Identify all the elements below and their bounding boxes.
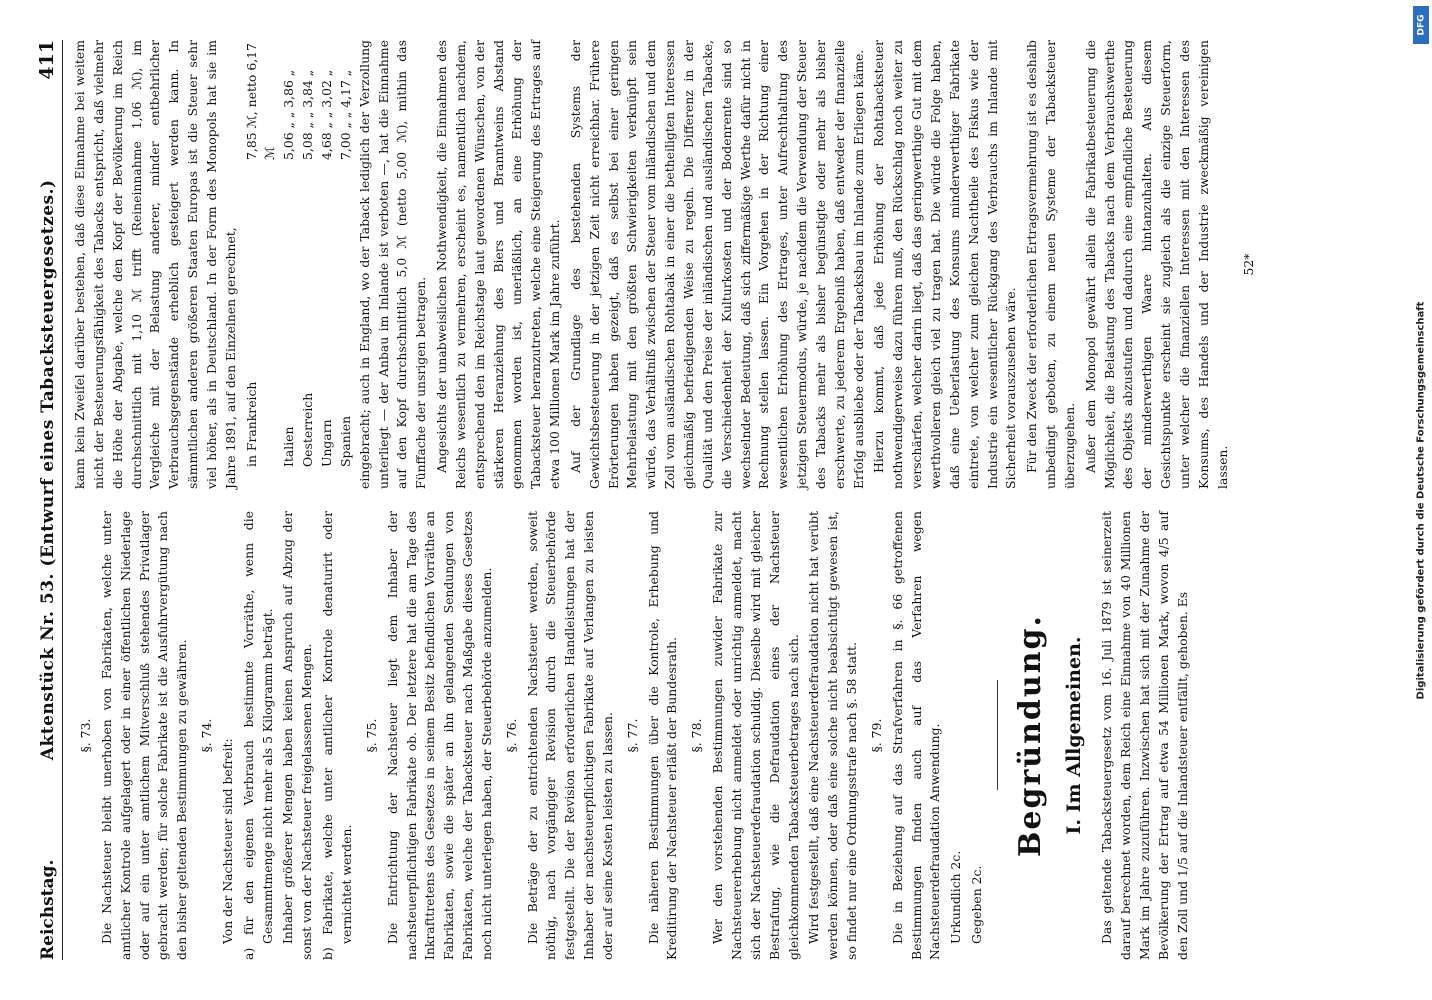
left-column [71, 511, 1259, 960]
section-78-heading: §. 78. [689, 718, 705, 753]
page-number: 411 [36, 40, 58, 80]
section-74-item-a: a) für den eigenen Verbrauch bestimmte Vorräthe, wenn die Gesammtmenge nicht mehr als 5 Kilogramm beträgt. [240, 511, 275, 960]
country-name: Italien [281, 426, 297, 467]
section-79-urkundlich: Urkundlich 2c. [948, 850, 964, 944]
section-74-heading: §. 74. [199, 718, 215, 753]
section-76-text: Die Beträge der zu entrichtenden Nachsteuer werden, soweit nöthig, nach vorgängiger Revision durch die Steuerbehörde festgestellt. Die der Revision erforderlichen Handleistungen hat der Inhaber der nachsteuerpflichtigen Fabrikate auf Verlangen zu leisten oder auf seine Kosten leisten zu lassen. [524, 511, 615, 960]
dfg-logo-icon [1413, 6, 1429, 44]
section-75-heading: §. 75. [363, 718, 379, 753]
right-paragraph-2: eingebracht; auch in England, wo der Taback lediglich der Verzollung unterliegt — der Anbau im Inlande ist verboten —, hat die Einnahme auf den Kopf durchschnittlich 5,0 ℳ (netto 5,00 ℳ), mithin das Fünffache der unsrigen betragen. [356, 40, 429, 489]
page-content [36, 40, 1396, 960]
general-subheading: I. Im Allgemeinen. [1062, 636, 1085, 835]
section-78-text: Wer den vorstehenden Bestimmungen zuwider Fabrikate zur Nachsteuererhebung nicht anmeldet oder unrichtig anmeldet, macht sich der Nachsteuerdefraudation schuldig. Dieselbe wird mit gleicher Bestrafung, wie die Defraudation eines der Nachsteuer gleichkommenden Tabacksteuerbetrages nach sich. [710, 511, 801, 960]
country-tax-table [243, 40, 356, 489]
table-row [243, 40, 281, 489]
country-name: Spanien [337, 415, 353, 467]
section-78-text-2: Wird festgestellt, daß eine Nachsteuerdefraudation nicht hat verübt werden können, oder daß eine solche nicht beabsichtigt gewesen ist, so findet nur eine Ordnungsstrafe nach §. 58 statt. [806, 511, 860, 960]
table-row [318, 40, 337, 489]
right-paragraph-3: Angesichts der unabweislichen Nothwendigkeit, die Einnahmen des Reichs wesentlich zu vermehren, erscheint es, namentlich nachdem, entsprechend den im Reichstage laut gewordenen Wünschen, von der stärkeren Heranziehung des Biers und Branntweins Abstand genommen worden ist, unerläßlich, an eine Erhöhung der Tabacksteuer heranzutreten, welche eine Steigerung des Ertrages auf etwa 100 Millionen Mark im Jahre zuführt. [434, 40, 563, 489]
section-77-text: Die näheren Bestimmungen über die Kontrole, Erhebung und Kreditirung der Nachsteuer erläßt der Bundesrath. [645, 511, 680, 960]
section-75-text: Die Entrichtung der Nachsteuer liegt dem Inhaber der nachsteuerpflichtigen Fabrikate ob. Der letztere hat die am Tage des Inkrafttretens des Gesetzes in seinem Besitz befindlichen Vorräthe an Fabrikaten, sowie die später an ihn gelangenden Sendungen von Fabrikaten, welche der Tabacksteuer nach Maßgabe dieses Gesetzes noch nicht unterlegen haben, der Steuerbehörde anzumelden. [384, 511, 494, 960]
section-79-gegeben: Gegeben 2c. [969, 865, 985, 944]
section-76-heading: §. 76. [503, 718, 519, 753]
page-header [36, 40, 63, 960]
country-value: 5,08 „ „ 3,84 „ [300, 69, 316, 160]
country-value: 7,00 „ „ 4,17 „ [337, 69, 353, 160]
section-79-text: Die in Beziehung auf das Strafverfahren in §. 66 getroffenen Bestimmungen finden auch auf das Verfahren wegen Nachsteuerdefraudation Anwendung. [889, 511, 943, 960]
right-column [71, 40, 1259, 489]
text-columns [71, 40, 1259, 960]
table-row [337, 40, 356, 489]
table-row [299, 40, 318, 489]
section-79-heading: §. 79. [868, 718, 884, 753]
digitization-caption-text: Digitalisierung gefördert durch die Deutsche Forschungsgemeinschaft [1415, 301, 1427, 699]
country-value: 7,85 ℳ, netto 6,17 ℳ [243, 43, 278, 160]
section-73-text: Die Nachsteuer bleibt unerhoben von Fabrikaten, welche unter amtlicher Kontrole aufgelagert oder in einer öffentlichen Niederlage oder auf ein unter amtlichem Mitverschluß stehendes Privatlager gebracht werden; für solche Fabrikate ist die Ausfuhrvergütung nach den bisher geltenden Bestimmungen zu gewähren. [98, 511, 190, 960]
country-value: 4,68 „ „ 3,02 „ [318, 69, 334, 160]
right-paragraph-4: Auf der Grundlage des bestehenden Systems der Gewichtsbesteuerung in der jetzigen Zeit nicht erreichbar. Frühere Erörterungen haben gezeigt, daß es selbst bei einer geringen Mehrbelastung mit den größten Schwierigkeiten verknüpft sein würde, das Verhältniß zwischen der Steuer vom inländischen und dem Zoll vom ausländischen Rohtabak in einer die betheiligten Interessen gleichmäßig befriedigenden Weise zu regeln. Die Differenz in der Qualität und den Preise der inländischen und ausländischen Tabacke, die Verschiedenheit der Kulturkosten und der Bodenrente sind so wechselnder Bedeutung, daß sich ziffermäßige Werthe dafür nicht in Rechnung stellen lassen. Ein Vorgehen in der Richtung einer wesentlichen Erhöhung des Ertrages, unter Aufrechthaltung des jetzigen Steuermodus, würde, je nachdem die Verwendung der Steuer des Tabacks mehr als bisher begünstigte oder mehr als bisher erschwerte, zu jederem Ergebniß haben, daß entweder der finanzielle Erfolg ausbliebe oder der Tabacksbau im Inlande zum Erliegen käme. [567, 40, 866, 489]
section-74-intro: Von der Nachsteuer sind befreit: [219, 738, 235, 944]
sheet-signature: 52* [1241, 253, 1257, 276]
header-title: Aktenstück Nr. 53. (Entwurf eines Tabacksteuergesetzes.) [38, 179, 58, 761]
section-73-heading: §. 73. [78, 718, 93, 753]
country-name: in Frankreich [243, 381, 259, 467]
right-paragraph-7: Außer dem Monopol gewährt allein die Fabrikatbesteuerung die Möglichkeit, die Belastung des Tabacks nach dem Verbrauchswerthe des Objekts abzustufen und dadurch eine empfindliche Besteuerung der minderwerthigen Waare hintanzuhalten. Aus diesem Gesichtspunkte erscheint sie zugleich als die einzige Steuerform, unter welcher die finanziellen Interessen mit den Interessen des Konsums, des Handels und der Industrie zweckmäßig vereinigen lassen. [1082, 40, 1230, 489]
divider-line [997, 681, 998, 791]
country-name: Ungarn [318, 419, 334, 467]
section-74-item-b: b) Fabrikate, welche unter amtlicher Kontrole denaturirt oder vernichtet werden. [320, 511, 354, 960]
justification-intro-text: Das geltende Tabacksteuergesetz vom 16. Juli 1879 ist seinerzeit darauf berechnet worden, dem Reich eine Einnahme von 40 Millionen Mark im Jahre zuzuführen. Inzwischen hat sich mit der Zunahme der Bevölkerung der Ertrag auf etwa 54 Millionen Mark, wovon 4/5 auf den Zoll und 1/5 auf die Inlandsteuer entfällt, gehoben. Es [1099, 511, 1190, 960]
right-paragraph-6: Für den Zweck der erforderlichen Ertragsvermehrung ist es deshalb unbedingt geboten, zu einem neuen Systeme der Tabacksteuer überzugehen. [1024, 40, 1077, 489]
right-paragraph-5: Hierzu kommt, daß jede Erhöhung der Rohtabacksteuer nothwendigerweise dazu führen muß, den Rückschlag noch weiter zu verschärfen, welcher darin liegt, daß das geringwerthige Gut mit dem werthvolleren gleich viel zu tragen hat. Die würde die Folge haben, daß eine Ueberlastung des Konsums minderwerthiger Fabrikate eintrete, von welcher zum gleichen Nachtheile des Fiskus wie der Industrie ein wesentlicher Rückgang des Verbrauchs im Inlande mit Sicherheit vorauszusehen wäre. [871, 40, 1019, 489]
header-left: Reichstag. [38, 859, 58, 960]
country-value: 5,06 „ „ 3,86 „ [281, 69, 297, 160]
right-paragraph-1: kann kein Zweifel darüber bestehen, daß diese Einnahme bei weitem nicht der Besteuerungsfähigkeit des Tabacks entspricht, daß vielmehr die Höhe der Abgabe, welche den Kopf der Bevölkerung im Reich durchschnittlich mit 1,10 ℳ trifft (Reineinnahme 1,06 ℳ), im Vergleiche mit der Belastung anderer, minder entbehrlicher Verbrauchsgegenstände erheblich gesteigert werden kann. In sämmtlichen anderen größeren Staaten Europas ist die Steuer sehr viel höher, als in Deutschland. In der Form des Monopols hat sie im Jahre 1891, auf den Einzelnen gerechnet, [72, 40, 238, 489]
country-name: Oesterreich [300, 392, 316, 467]
dfg-logo-text: DFG [1416, 14, 1427, 36]
digitization-caption [1410, 0, 1432, 1000]
table-row [280, 40, 299, 489]
section-77-heading: §. 77. [624, 718, 640, 753]
justification-heading: Begründung. [1012, 614, 1048, 857]
section-74-item-a-note: Inhaber größerer Mengen haben keinen Anspruch auf Abzug der sonst von der Nachsteuer freigelassenen Mengen. [280, 511, 315, 960]
